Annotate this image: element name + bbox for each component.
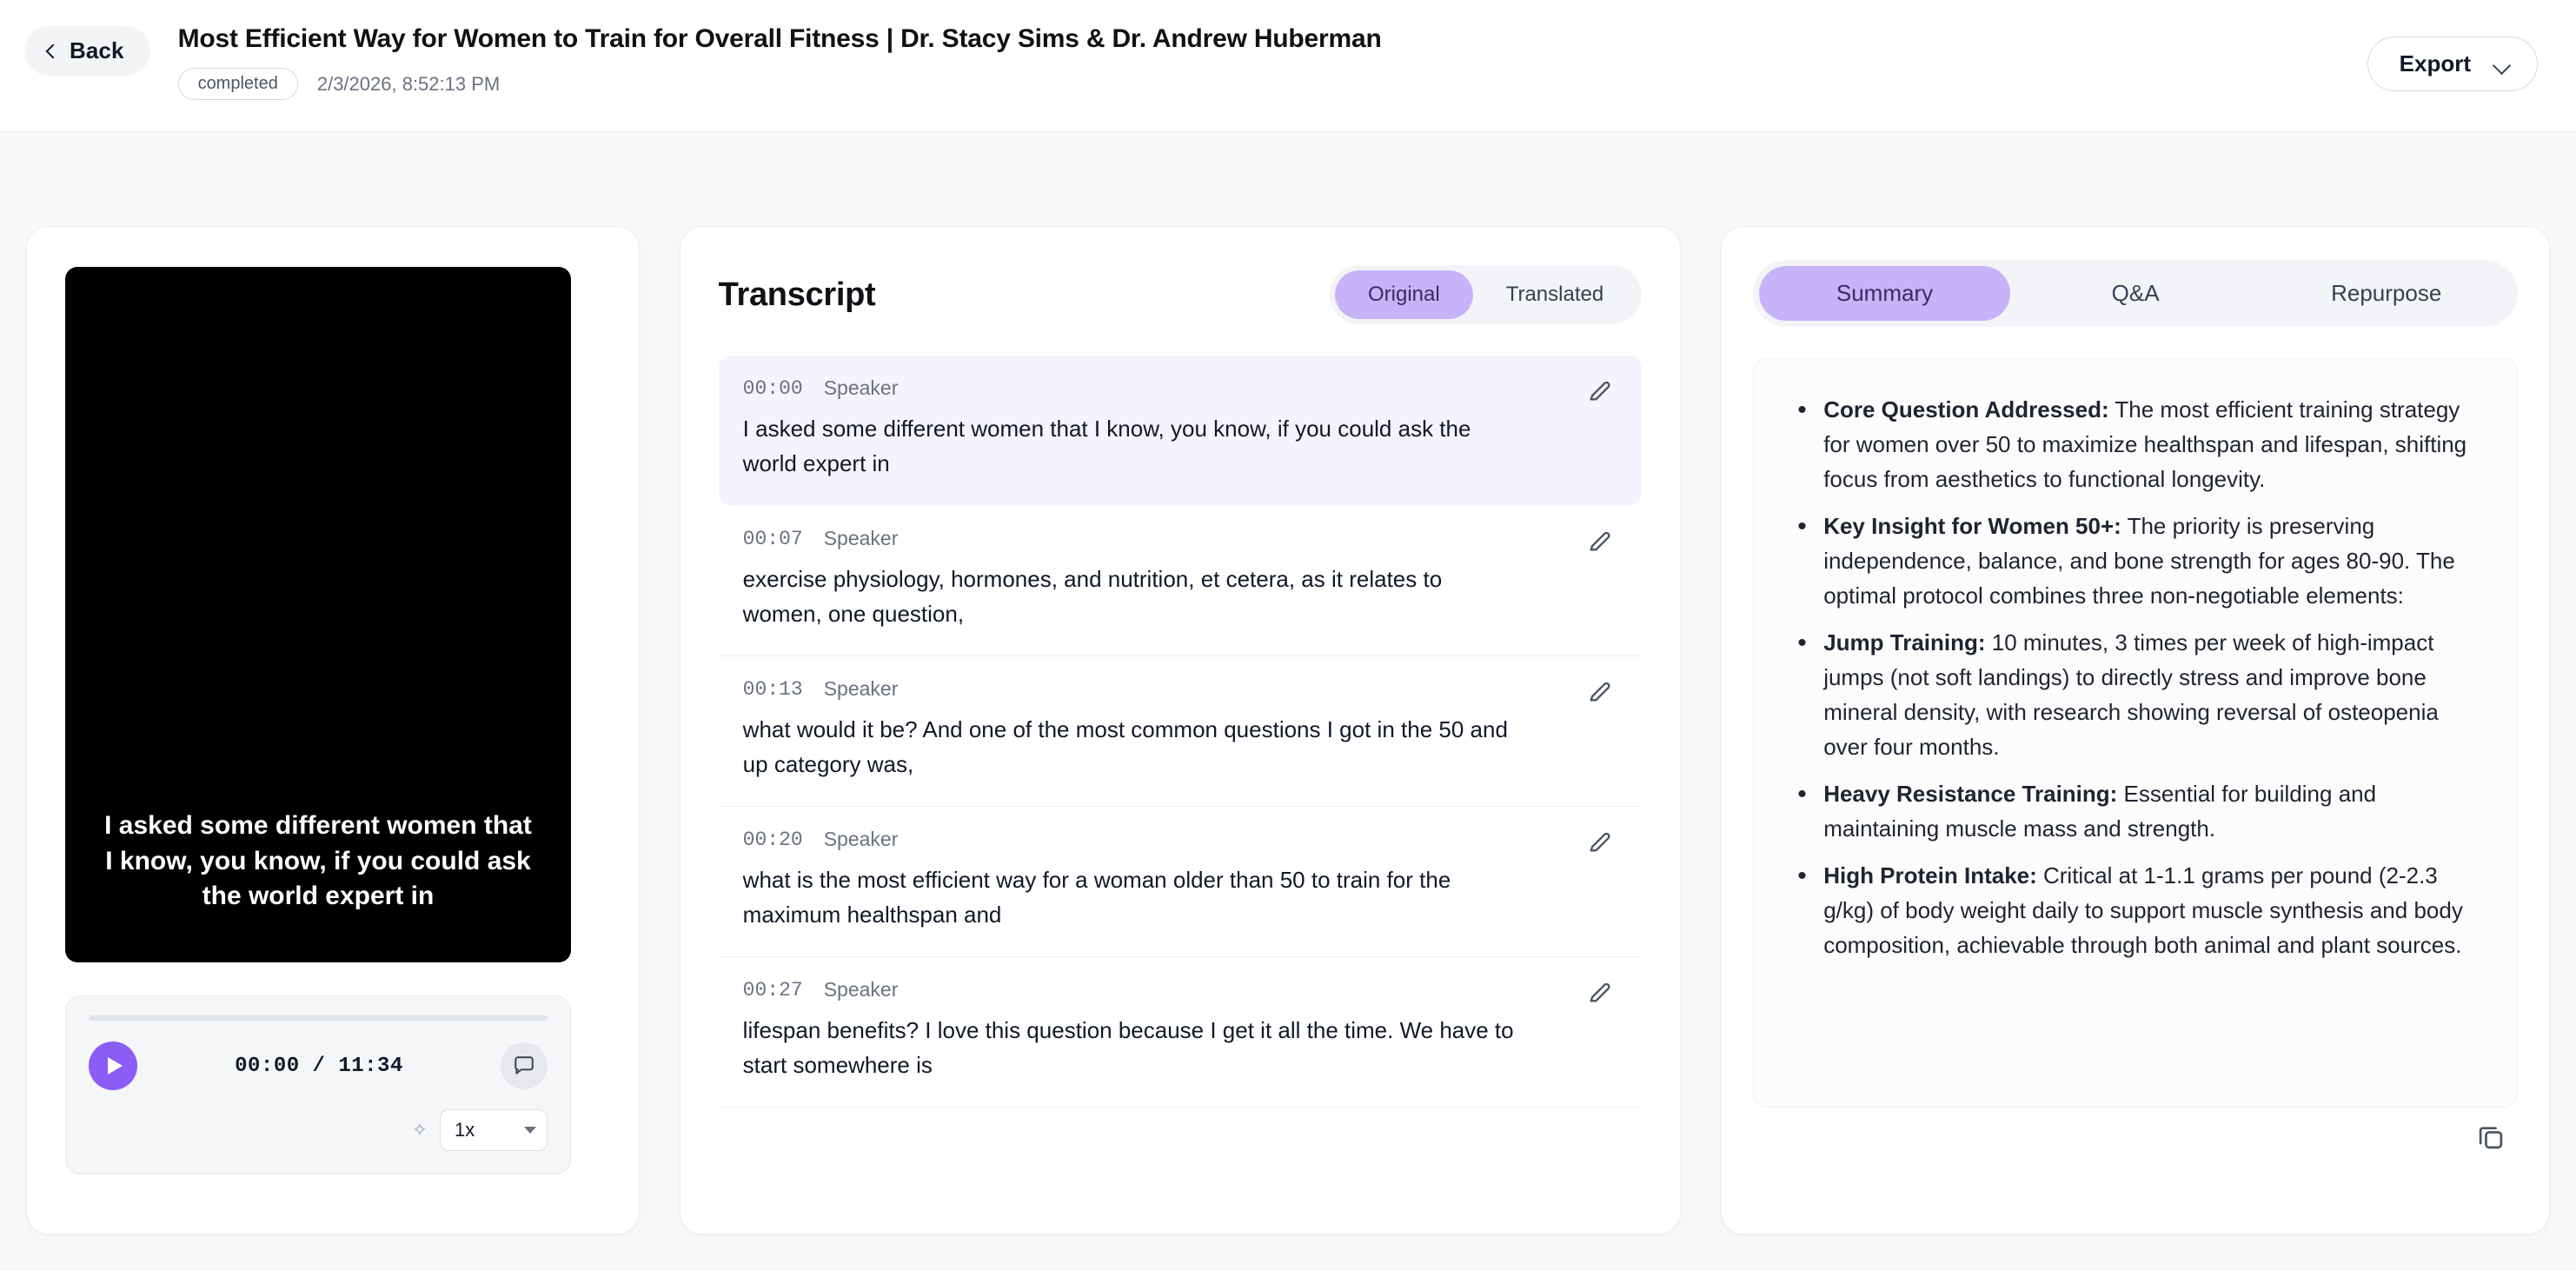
- segment-text: what would it be? And one of the most common questions I got in the 50 and up category was,: [742, 716, 1508, 777]
- app-header: [0, 0, 2576, 132]
- transcript-panel: [680, 226, 1682, 1234]
- export-button[interactable]: [2367, 37, 2538, 91]
- segment-time: 00:20: [742, 828, 803, 851]
- segment-time: 00:27: [742, 978, 803, 1001]
- transcript-title: Transcript: [718, 276, 876, 313]
- segment-speaker: Speaker: [823, 828, 899, 851]
- scroll-fade: [1754, 1002, 2517, 1107]
- play-button[interactable]: [89, 1041, 137, 1090]
- playback-speed-value: 1x: [455, 1119, 475, 1141]
- tab-qa[interactable]: Q&A: [2111, 280, 2160, 306]
- chevron-down-icon: [524, 1127, 536, 1134]
- video-preview[interactable]: [65, 267, 571, 962]
- chevron-down-icon: [2493, 59, 2511, 70]
- scroll-fade: [681, 1173, 1681, 1234]
- transcript-segment[interactable]: [719, 356, 1643, 506]
- insights-tabs: [1753, 260, 2518, 327]
- list-item: [1783, 509, 2487, 613]
- playback-speed-select[interactable]: [440, 1109, 548, 1151]
- list-item: [1783, 858, 2487, 962]
- timestamp: 2/3/2026, 8:52:13 PM: [316, 72, 501, 95]
- chevron-left-icon: [43, 43, 59, 59]
- bullet-body: 10 minutes, 3 times per week of high-impact jumps (not soft landings) to directly stress and improve bone mineral density, with research showing reversal of osteopenia over four months.: [1823, 629, 2439, 761]
- tab-translated[interactable]: Translated: [1505, 283, 1604, 306]
- segment-text: what is the most efficient way for a woman older than 50 to train for the maximum healthspan and: [742, 867, 1451, 928]
- transcript-language-toggle: [1330, 265, 1642, 324]
- bullet-heading: Jump Training:: [1823, 629, 1986, 656]
- video-caption: I asked some different women that I know, you know, if you could ask the world expert in: [104, 811, 532, 910]
- edit-icon[interactable]: [1586, 675, 1616, 705]
- export-button-label: Export: [2399, 50, 2471, 77]
- transcript-segment[interactable]: [719, 807, 1643, 957]
- segment-speaker: Speaker: [823, 527, 899, 550]
- status-badge: completed: [178, 68, 298, 100]
- summary-content: [1753, 358, 2518, 1108]
- copy-icon[interactable]: [2474, 1121, 2507, 1154]
- bullet-heading: High Protein Intake:: [1823, 862, 2037, 889]
- transcript-segment[interactable]: [719, 656, 1643, 807]
- segment-text: I asked some different women that I know, you know, if you could ask the world expert in: [742, 416, 1471, 476]
- title-block: [178, 19, 1382, 100]
- tab-summary[interactable]: Summary: [1759, 266, 2010, 321]
- comment-icon: [513, 1055, 535, 1077]
- meta-row: [178, 68, 1382, 100]
- bullet-body: Critical at 1-1.1 grams per pound (2-2.3 g/kg) of body weight daily to support muscle synthesis and body composition, achievable through both animal and plant sources.: [1823, 862, 2463, 959]
- player-controls: [65, 995, 571, 1175]
- segment-time: 00:07: [742, 527, 803, 550]
- segment-text: lifespan benefits? I love this question because I get it all the time. We have to start somewhere is: [742, 1017, 1514, 1078]
- edit-icon[interactable]: [1586, 375, 1616, 404]
- main-content: [0, 132, 2576, 1234]
- sparkle-icon: ✧: [411, 1119, 428, 1141]
- segment-text: exercise physiology, hormones, and nutrition, et cetera, as it relates to women, one question,: [742, 566, 1443, 627]
- summary-bullet-list: [1783, 392, 2487, 962]
- transcript-segment[interactable]: [719, 957, 1643, 1108]
- transcript-segments: [719, 356, 1643, 1108]
- progress-bar[interactable]: [89, 1015, 548, 1021]
- segment-speaker: Speaker: [823, 978, 899, 1001]
- transcript-segment[interactable]: [719, 506, 1643, 656]
- play-icon: [108, 1057, 123, 1075]
- edit-icon[interactable]: [1586, 826, 1616, 855]
- bullet-body: The priority is preserving independence, balance, and bone strength for ages 80-90. The optimal protocol combines three non-negotiable elements:: [1823, 513, 2455, 609]
- edit-icon[interactable]: [1586, 525, 1616, 555]
- back-button-label: Back: [70, 37, 124, 63]
- insights-panel: [1721, 226, 2550, 1234]
- segment-speaker: Speaker: [823, 376, 899, 399]
- bullet-heading: Key Insight for Women 50+:: [1823, 513, 2121, 540]
- page-title: Most Efficient Way for Women to Train for Overall Fitness | Dr. Stacy Sims & Dr. Andrew Huberman: [177, 24, 1382, 53]
- list-item: [1783, 625, 2487, 764]
- list-item: [1783, 392, 2487, 496]
- captions-button[interactable]: [501, 1042, 548, 1089]
- segment-speaker: Speaker: [823, 677, 899, 701]
- tab-original[interactable]: Original: [1335, 270, 1473, 319]
- list-item: [1783, 776, 2487, 846]
- player-panel: [26, 226, 640, 1234]
- segment-time: 00:00: [742, 376, 803, 400]
- time-display: 00:00 / 11:34: [235, 1054, 403, 1078]
- back-button[interactable]: [24, 26, 150, 76]
- edit-icon[interactable]: [1586, 976, 1616, 1006]
- bullet-body: Essential for building and maintaining muscle mass and strength.: [1823, 781, 2377, 842]
- bullet-heading: Core Question Addressed:: [1823, 396, 2109, 423]
- segment-time: 00:13: [742, 677, 803, 701]
- bullet-heading: Heavy Resistance Training:: [1823, 781, 2118, 808]
- bullet-body: The most efficient training strategy for women over 50 to maximize healthspan and lifespan, shifting focus from aesthetics to functional longevity.: [1823, 396, 2467, 493]
- tab-repurpose[interactable]: Repurpose: [2331, 280, 2442, 306]
